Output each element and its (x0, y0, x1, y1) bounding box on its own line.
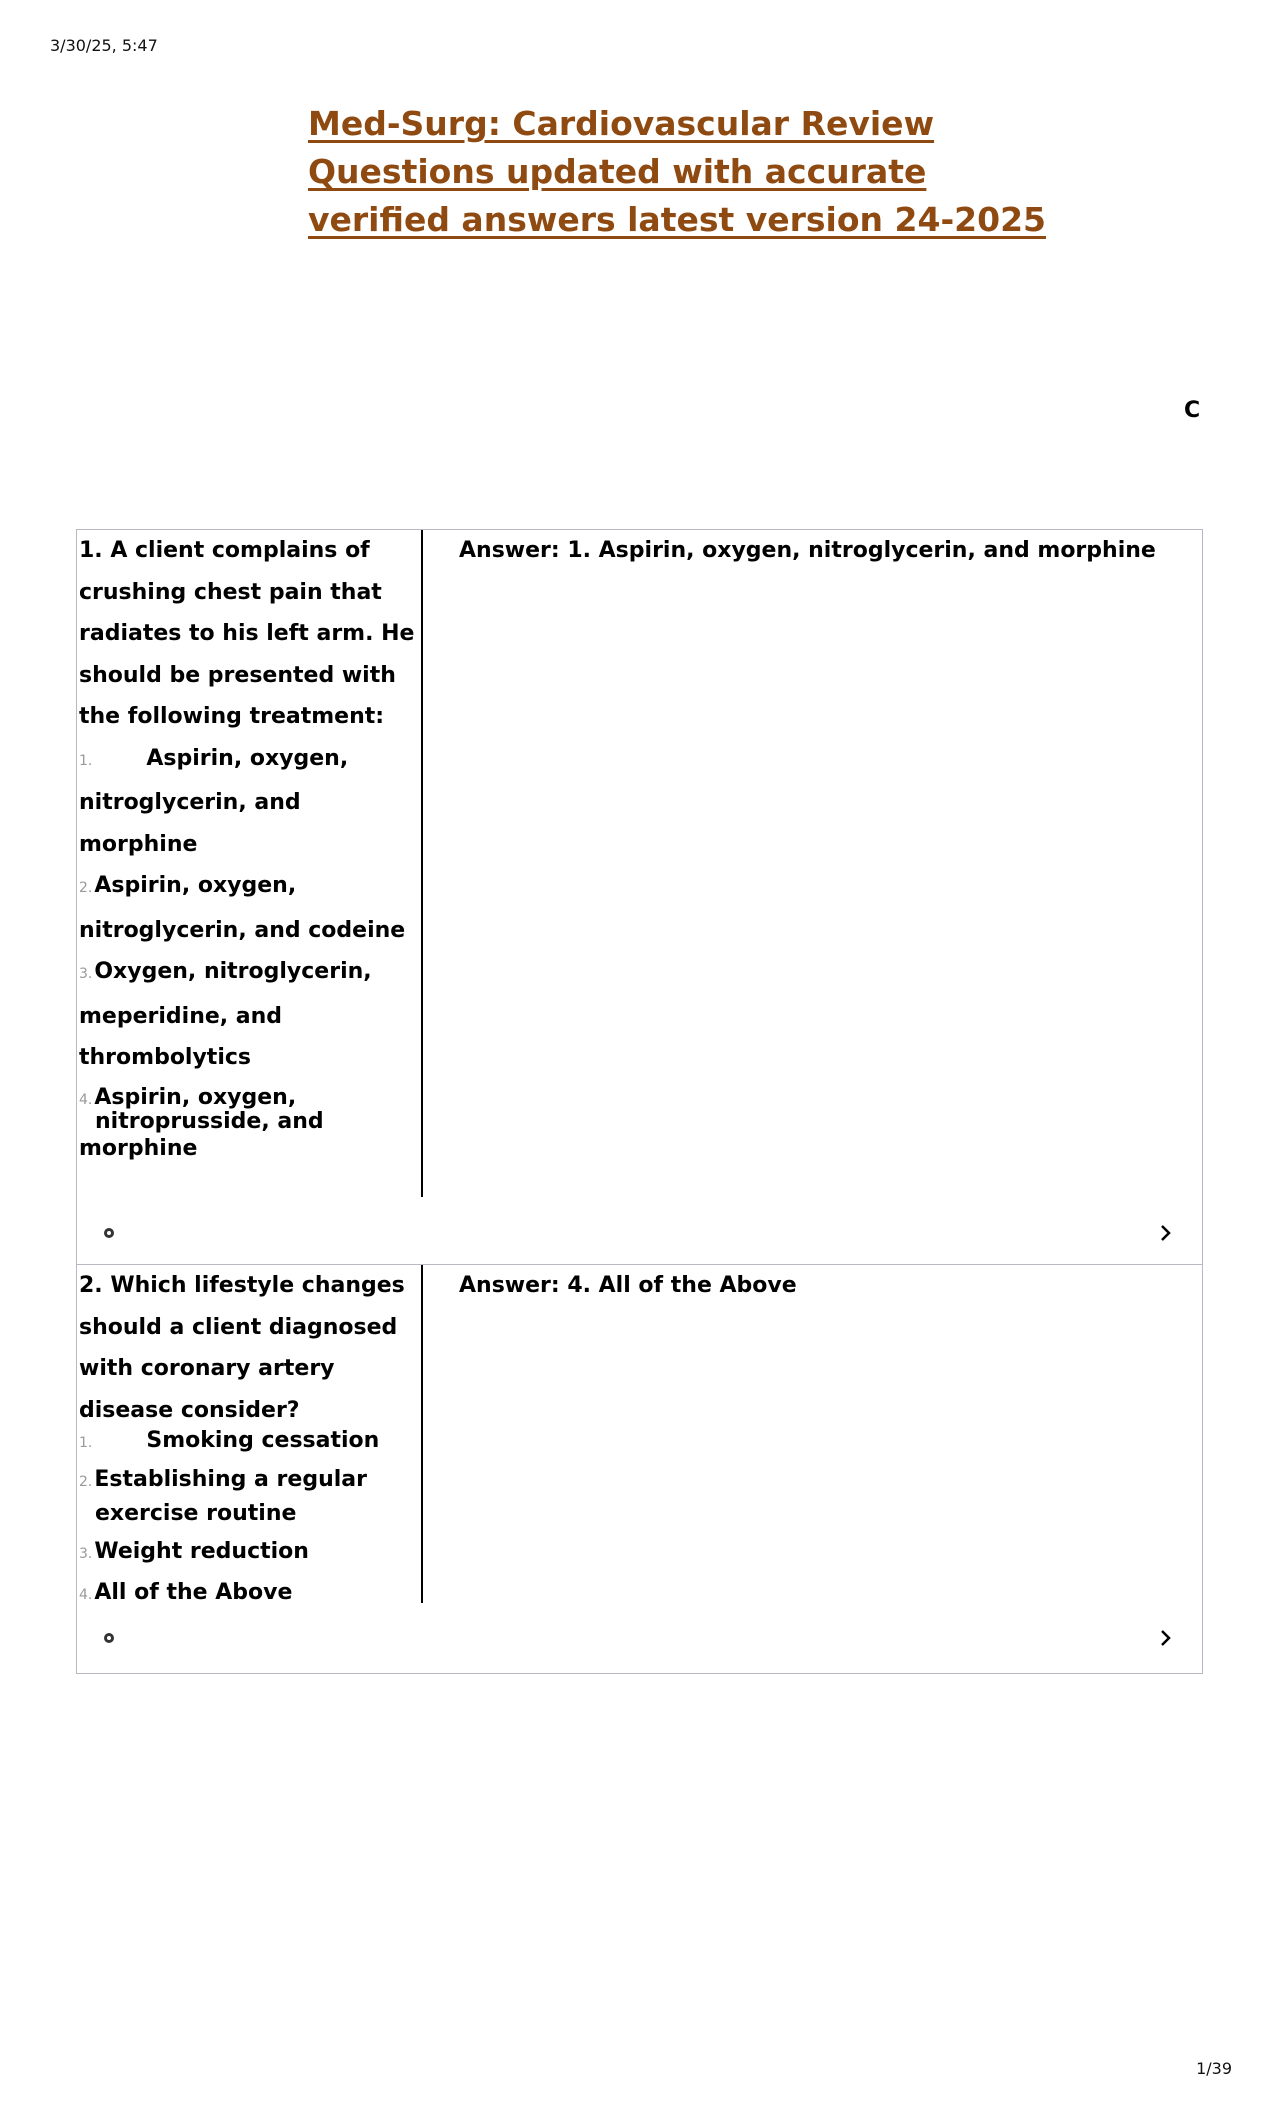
flashcard-2[interactable] (76, 1264, 1203, 1674)
option-text: Aspirin, oxygen, nitroglycerin, and morphine (79, 745, 349, 857)
option-text-line-1: Establishing a regular (94, 1467, 367, 1492)
option-text: Aspirin, oxygen, nitroglycerin, and codeine (79, 873, 406, 943)
timestamp: 3/30/25, 5:47 (50, 36, 158, 55)
option-text-line-2: nitroprusside, and (95, 1108, 324, 1134)
flip-icon[interactable] (103, 1632, 115, 1644)
option-2 (79, 865, 421, 951)
option-text: Smoking cessation (146, 1428, 380, 1453)
answer-text: Answer: 4. All of the Above (459, 1273, 797, 1298)
option-text-line-2: exercise routine (95, 1501, 297, 1526)
option-number: 2. (79, 880, 93, 896)
option-number: 1. (79, 1435, 93, 1451)
option-text: Weight reduction (94, 1539, 309, 1564)
option-1 (79, 1425, 421, 1459)
question-column (79, 530, 423, 1197)
option-text-line-3: morphine (79, 1135, 198, 1161)
flip-icon[interactable] (103, 1227, 115, 1239)
option-text: Oxygen, nitroglycerin, meperidine, and thrombolytics (79, 959, 372, 1070)
question-text: 1. A client complains of crushing chest pain that radiates to his left arm. He should be presented with the following treatment: (79, 538, 415, 729)
chevron-right-icon[interactable] (1158, 1628, 1174, 1648)
option-text-line-1: Aspirin, oxygen, (94, 1084, 297, 1110)
option-number: 2. (79, 1474, 93, 1490)
document-title[interactable]: Med-Surg: Cardiovascular Review Questions updated with accurate verified answers latest version 24-2025 (308, 104, 1046, 239)
option-4 (79, 1577, 421, 1611)
flashcard-1[interactable] (76, 529, 1203, 1265)
option-3 (79, 951, 421, 1079)
option-4-continued (79, 1133, 421, 1165)
option-4 (79, 1084, 421, 1134)
option-2 (79, 1464, 421, 1529)
page-number: 1/39 (1196, 2059, 1232, 2078)
chevron-right-icon[interactable] (1158, 1223, 1174, 1243)
option-number: 4. (79, 1587, 93, 1603)
question-text: 2. Which lifestyle changes should a client diagnosed with coronary artery disease consider? (79, 1273, 405, 1423)
option-number: 3. (79, 1546, 93, 1562)
question-column (79, 1265, 423, 1603)
option-number: 1. (79, 752, 93, 769)
option-number: 4. (79, 1091, 93, 1108)
option-number: 3. (79, 966, 93, 982)
option-3 (79, 1536, 421, 1570)
stray-letter: C (1184, 398, 1201, 423)
answer-text: Answer: 1. Aspirin, oxygen, nitroglycerin, and morphine (459, 538, 1156, 563)
option-1 (79, 738, 421, 866)
option-text: All of the Above (94, 1580, 293, 1605)
